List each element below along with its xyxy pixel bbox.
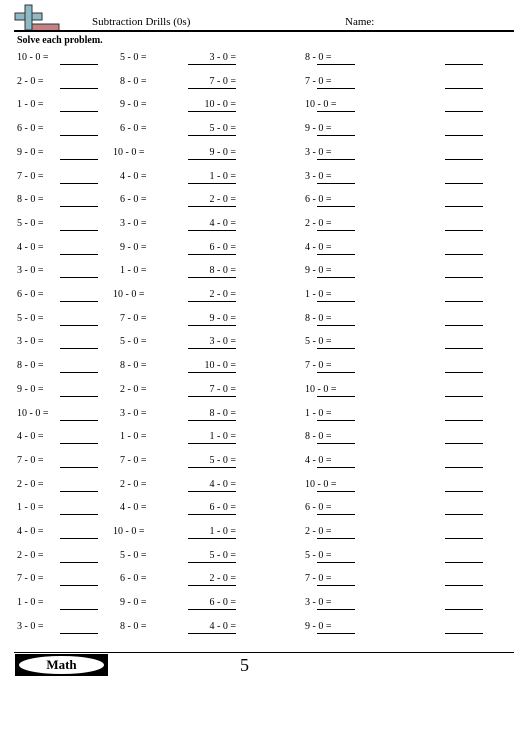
problem-row xyxy=(0,573,530,597)
problem-text: 6 - 0 = xyxy=(209,597,236,609)
problem-text: 5 - 0 = xyxy=(17,217,44,229)
problem-text: 4 - 0 = xyxy=(305,241,332,253)
problem-row xyxy=(0,312,530,337)
problem-text: 7 - 0 = xyxy=(17,573,44,585)
answer-blank[interactable] xyxy=(317,633,355,634)
answer-blank[interactable] xyxy=(445,420,483,421)
answer-blank[interactable] xyxy=(188,206,236,207)
problem-text: 6 - 0 = xyxy=(305,194,332,206)
problem-text: 2 - 0 = xyxy=(17,549,44,561)
answer-blank[interactable] xyxy=(60,491,98,492)
answer-blank[interactable] xyxy=(188,514,236,515)
problem-text: 2 - 0 = xyxy=(120,478,147,490)
answer-blank[interactable] xyxy=(188,111,236,112)
problem-text: 3 - 0 = xyxy=(17,336,44,348)
answer-blank[interactable] xyxy=(60,301,98,302)
problem-text: 8 - 0 = xyxy=(209,407,236,419)
answer-blank[interactable] xyxy=(60,230,98,231)
footer-rule xyxy=(14,652,514,653)
answer-blank[interactable] xyxy=(188,159,236,160)
problem-text: 6 - 0 = xyxy=(305,502,332,514)
problem-text: 1 - 0 = xyxy=(209,170,236,182)
answer-blank[interactable] xyxy=(445,230,483,231)
problem-row xyxy=(0,502,530,526)
problem-text: 2 - 0 = xyxy=(305,217,332,229)
answer-blank[interactable] xyxy=(60,443,98,444)
problem-text: 6 - 0 = xyxy=(120,194,147,206)
problem-text: 9 - 0 = xyxy=(209,312,236,324)
answer-blank[interactable] xyxy=(445,348,483,349)
answer-blank[interactable] xyxy=(60,420,98,421)
answer-blank[interactable] xyxy=(445,135,483,136)
problem-text: 3 - 0 = xyxy=(209,52,236,63)
problem-text: 7 - 0 = xyxy=(120,312,147,324)
answer-blank[interactable] xyxy=(188,64,236,65)
problem-text: 3 - 0 = xyxy=(209,336,236,348)
problem-text: 10 - 0 = xyxy=(113,146,145,158)
problem-text: 4 - 0 = xyxy=(120,170,147,182)
problem-text: 8 - 0 = xyxy=(305,52,332,63)
answer-blank[interactable] xyxy=(445,396,483,397)
answer-blank[interactable] xyxy=(60,64,98,65)
answer-blank[interactable] xyxy=(60,206,98,207)
problem-row xyxy=(0,526,530,550)
answer-blank[interactable] xyxy=(317,325,355,326)
problem-row xyxy=(0,241,530,266)
answer-blank[interactable] xyxy=(445,159,483,160)
answer-blank[interactable] xyxy=(317,514,355,515)
math-badge-label: Math xyxy=(19,656,104,674)
answer-blank[interactable] xyxy=(445,633,483,634)
answer-blank[interactable] xyxy=(445,183,483,184)
answer-blank[interactable] xyxy=(445,562,483,563)
problem-row xyxy=(0,265,530,289)
answer-blank[interactable] xyxy=(188,88,236,89)
problem-text: 9 - 0 = xyxy=(17,383,44,395)
problem-text: 4 - 0 = xyxy=(209,478,236,490)
problem-row xyxy=(0,289,530,313)
answer-blank[interactable] xyxy=(60,514,98,515)
answer-blank[interactable] xyxy=(317,491,355,492)
answer-blank[interactable] xyxy=(317,585,355,586)
problem-text: 5 - 0 = xyxy=(305,549,332,561)
answer-blank[interactable] xyxy=(317,420,355,421)
problem-row xyxy=(0,170,530,195)
answer-blank[interactable] xyxy=(188,396,236,397)
problem-text: 8 - 0 = xyxy=(120,75,147,87)
answer-blank[interactable] xyxy=(445,64,483,65)
problem-row xyxy=(0,360,530,384)
problem-text: 4 - 0 = xyxy=(209,217,236,229)
problem-text: 2 - 0 = xyxy=(17,75,44,87)
problem-text: 6 - 0 = xyxy=(120,123,147,135)
problem-text: 4 - 0 = xyxy=(305,454,332,466)
answer-blank[interactable] xyxy=(317,159,355,160)
problem-text: 7 - 0 = xyxy=(209,383,236,395)
answer-blank[interactable] xyxy=(317,277,355,278)
problem-text: 2 - 0 = xyxy=(305,526,332,537)
problem-text: 1 - 0 = xyxy=(120,431,147,443)
problem-text: 1 - 0 = xyxy=(17,99,44,111)
problem-row xyxy=(0,597,530,621)
problem-text: 9 - 0 = xyxy=(120,241,147,253)
answer-blank[interactable] xyxy=(60,372,98,373)
problem-row xyxy=(0,407,530,432)
answer-blank[interactable] xyxy=(188,538,236,539)
problem-text: 10 - 0 = xyxy=(204,99,236,111)
problem-text: 7 - 0 = xyxy=(120,454,147,466)
problem-row xyxy=(0,99,530,123)
answer-blank[interactable] xyxy=(445,609,483,610)
problem-row xyxy=(0,454,530,479)
answer-blank[interactable] xyxy=(188,277,236,278)
problem-text: 1 - 0 = xyxy=(17,597,44,609)
answer-blank[interactable] xyxy=(445,206,483,207)
problem-text: 8 - 0 = xyxy=(305,431,332,443)
problem-text: 5 - 0 = xyxy=(120,52,147,63)
answer-blank[interactable] xyxy=(445,372,483,373)
answer-blank[interactable] xyxy=(317,538,355,539)
problem-row xyxy=(0,336,530,360)
problem-text: 5 - 0 = xyxy=(120,549,147,561)
answer-blank[interactable] xyxy=(60,562,98,563)
problem-text: 2 - 0 = xyxy=(120,383,147,395)
problem-text: 3 - 0 = xyxy=(305,597,332,609)
answer-blank[interactable] xyxy=(317,609,355,610)
plus-minus-logo-icon xyxy=(14,4,60,32)
problem-text: 8 - 0 = xyxy=(17,360,44,372)
problem-row xyxy=(0,620,530,645)
problem-row xyxy=(0,431,530,455)
answer-blank[interactable] xyxy=(317,396,355,397)
answer-blank[interactable] xyxy=(188,443,236,444)
problem-text: 1 - 0 = xyxy=(209,526,236,537)
answer-blank[interactable] xyxy=(60,135,98,136)
problem-row xyxy=(0,52,530,76)
answer-blank[interactable] xyxy=(188,372,236,373)
answer-blank[interactable] xyxy=(445,254,483,255)
answer-blank[interactable] xyxy=(60,348,98,349)
problem-text: 7 - 0 = xyxy=(305,573,332,585)
answer-blank[interactable] xyxy=(188,420,236,421)
answer-blank[interactable] xyxy=(188,491,236,492)
answer-blank[interactable] xyxy=(60,538,98,539)
problem-row xyxy=(0,75,530,100)
answer-blank[interactable] xyxy=(60,254,98,255)
answer-blank[interactable] xyxy=(60,183,98,184)
problem-text: 9 - 0 = xyxy=(17,146,44,158)
answer-blank[interactable] xyxy=(445,111,483,112)
instructions: Solve each problem. xyxy=(17,35,103,46)
problem-text: 9 - 0 = xyxy=(305,123,332,135)
answer-blank[interactable] xyxy=(317,372,355,373)
page-number: 5 xyxy=(240,655,249,675)
problem-row xyxy=(0,194,530,218)
problem-text: 4 - 0 = xyxy=(17,431,44,443)
problem-text: 3 - 0 = xyxy=(120,217,147,229)
header-rule xyxy=(14,30,514,32)
problem-text: 6 - 0 = xyxy=(120,573,147,585)
problem-text: 9 - 0 = xyxy=(305,265,332,277)
problem-text: 1 - 0 = xyxy=(17,502,44,514)
answer-blank[interactable] xyxy=(60,467,98,468)
answer-blank[interactable] xyxy=(188,301,236,302)
problem-text: 7 - 0 = xyxy=(305,75,332,87)
problem-text: 8 - 0 = xyxy=(120,620,147,632)
problem-text: 10 - 0 = xyxy=(305,478,337,490)
problem-text: 3 - 0 = xyxy=(17,620,44,632)
worksheet-header xyxy=(0,0,530,34)
problem-text: 7 - 0 = xyxy=(17,170,44,182)
answer-blank[interactable] xyxy=(317,301,355,302)
answer-blank[interactable] xyxy=(445,585,483,586)
problem-text: 5 - 0 = xyxy=(120,336,147,348)
answer-blank[interactable] xyxy=(445,491,483,492)
answer-blank[interactable] xyxy=(188,585,236,586)
answer-blank[interactable] xyxy=(60,88,98,89)
problem-text: 3 - 0 = xyxy=(305,170,332,182)
problem-row xyxy=(0,383,530,408)
problem-text: 9 - 0 = xyxy=(120,99,147,111)
problem-text: 2 - 0 = xyxy=(209,194,236,206)
problem-text: 4 - 0 = xyxy=(209,620,236,632)
problem-row xyxy=(0,478,530,503)
answer-blank[interactable] xyxy=(188,633,236,634)
answer-blank[interactable] xyxy=(317,254,355,255)
answer-blank[interactable] xyxy=(188,254,236,255)
answer-blank[interactable] xyxy=(317,206,355,207)
answer-blank[interactable] xyxy=(445,443,483,444)
problem-text: 9 - 0 = xyxy=(305,620,332,632)
answer-blank[interactable] xyxy=(445,467,483,468)
problem-text: 8 - 0 = xyxy=(209,265,236,277)
problem-text: 9 - 0 = xyxy=(209,146,236,158)
answer-blank[interactable] xyxy=(445,325,483,326)
problem-text: 8 - 0 = xyxy=(17,194,44,206)
problem-text: 6 - 0 = xyxy=(209,241,236,253)
answer-blank[interactable] xyxy=(317,183,355,184)
answer-blank[interactable] xyxy=(317,348,355,349)
answer-blank[interactable] xyxy=(317,135,355,136)
problem-text: 3 - 0 = xyxy=(120,407,147,419)
problem-text: 4 - 0 = xyxy=(17,526,44,537)
problem-text: 1 - 0 = xyxy=(209,431,236,443)
problem-text: 10 - 0 = xyxy=(305,383,337,395)
answer-blank[interactable] xyxy=(60,609,98,610)
answer-blank[interactable] xyxy=(188,609,236,610)
problem-text: 6 - 0 = xyxy=(209,502,236,514)
problem-text: 7 - 0 = xyxy=(209,75,236,87)
answer-blank[interactable] xyxy=(317,230,355,231)
problem-text: 2 - 0 = xyxy=(17,478,44,490)
problem-text: 5 - 0 = xyxy=(209,123,236,135)
problem-text: 5 - 0 = xyxy=(209,454,236,466)
problem-text: 3 - 0 = xyxy=(17,265,44,277)
problem-text: 2 - 0 = xyxy=(209,289,236,300)
problem-text: 10 - 0 = xyxy=(17,407,49,419)
problem-text: 10 - 0 = xyxy=(17,52,49,63)
worksheet-title: Subtraction Drills (0s) xyxy=(92,16,191,28)
problem-row xyxy=(0,217,530,242)
answer-blank[interactable] xyxy=(60,159,98,160)
problem-text: 8 - 0 = xyxy=(305,312,332,324)
answer-blank[interactable] xyxy=(317,443,355,444)
problem-text: 6 - 0 = xyxy=(17,123,44,135)
problem-row xyxy=(0,123,530,147)
answer-blank[interactable] xyxy=(317,111,355,112)
problem-text: 7 - 0 = xyxy=(305,360,332,372)
problem-text: 8 - 0 = xyxy=(120,360,147,372)
problem-text: 4 - 0 = xyxy=(17,241,44,253)
answer-blank[interactable] xyxy=(60,585,98,586)
answer-blank[interactable] xyxy=(317,467,355,468)
answer-blank[interactable] xyxy=(445,538,483,539)
problem-text: 10 - 0 = xyxy=(305,99,337,111)
problem-text: 6 - 0 = xyxy=(17,289,44,300)
answer-blank[interactable] xyxy=(60,633,98,634)
answer-blank[interactable] xyxy=(445,88,483,89)
problem-text: 2 - 0 = xyxy=(209,573,236,585)
name-label: Name: xyxy=(345,16,375,28)
answer-blank[interactable] xyxy=(60,277,98,278)
answer-blank[interactable] xyxy=(188,467,236,468)
answer-blank[interactable] xyxy=(188,325,236,326)
problem-grid xyxy=(0,52,530,636)
problem-text: 10 - 0 = xyxy=(113,526,145,537)
answer-blank[interactable] xyxy=(317,88,355,89)
problem-text: 7 - 0 = xyxy=(17,454,44,466)
answer-blank[interactable] xyxy=(188,230,236,231)
problem-text: 10 - 0 = xyxy=(113,289,145,300)
answer-blank[interactable] xyxy=(445,301,483,302)
problem-text: 10 - 0 = xyxy=(204,360,236,372)
answer-blank[interactable] xyxy=(445,514,483,515)
problem-text: 9 - 0 = xyxy=(120,597,147,609)
problem-text: 5 - 0 = xyxy=(305,336,332,348)
problem-text: 5 - 0 = xyxy=(209,549,236,561)
answer-blank[interactable] xyxy=(188,348,236,349)
problem-text: 1 - 0 = xyxy=(305,289,332,300)
answer-blank[interactable] xyxy=(445,277,483,278)
problem-text: 1 - 0 = xyxy=(120,265,147,277)
answer-blank[interactable] xyxy=(188,562,236,563)
answer-blank[interactable] xyxy=(317,64,355,65)
answer-blank[interactable] xyxy=(60,396,98,397)
problem-text: 5 - 0 = xyxy=(17,312,44,324)
answer-blank[interactable] xyxy=(317,562,355,563)
problem-row xyxy=(0,146,530,171)
answer-blank[interactable] xyxy=(188,135,236,136)
answer-blank[interactable] xyxy=(60,325,98,326)
answer-blank[interactable] xyxy=(60,111,98,112)
problem-text: 3 - 0 = xyxy=(305,146,332,158)
problem-text: 4 - 0 = xyxy=(120,502,147,514)
problem-text: 1 - 0 = xyxy=(305,407,332,419)
answer-blank[interactable] xyxy=(188,183,236,184)
problem-row xyxy=(0,549,530,574)
